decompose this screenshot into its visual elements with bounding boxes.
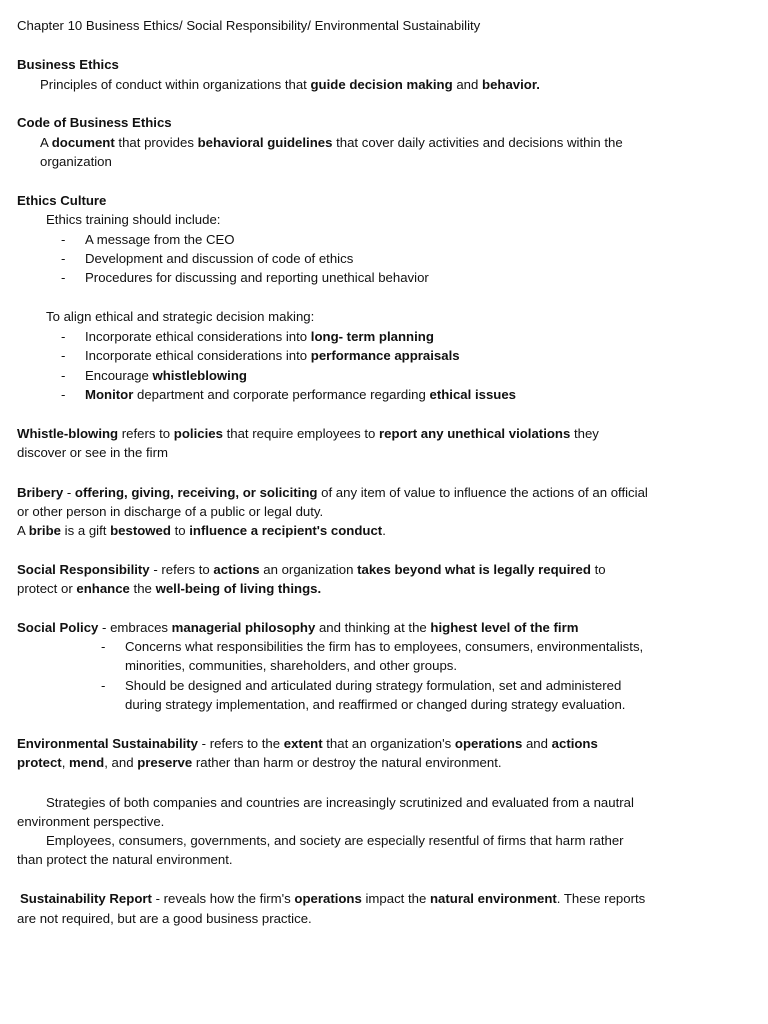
social-policy-definition: Social Policy - embraces managerial philosophy and thinking at the highest level of the firm [17,620,579,635]
list-dash: - [101,678,106,693]
list-item: Encourage whistleblowing [85,368,247,383]
heading-ethics-culture: Ethics Culture [17,193,107,208]
list-dash: - [61,387,66,402]
list-item: Monitor department and corporate performance regarding ethical issues [85,387,517,402]
list-dash: - [61,348,66,363]
resentment-paragraph: Employees, consumers, governments, and society are especially resentful of firms that harm rather [46,833,624,848]
sustainability-report-definition: Sustainability Report - reveals how the firm's operations impact the natural environment. These reports [20,891,646,906]
list-item: Development and discussion of code of ethics [85,251,354,266]
list-item: Concerns what responsibilities the firm has to employees, consumers, environmentalists, [125,639,644,654]
strategies-paragraph-cont: environment perspective. [17,814,165,829]
env-sustainability-definition-cont: protect, mend, and preserve rather than harm or destroy the natural environment. [17,755,502,770]
social-responsibility-definition-cont: protect or enhance the well-being of living things. [17,581,322,596]
business-ethics-definition: Principles of conduct within organizations that guide decision making and behavior. [40,77,540,92]
list-dash: - [101,639,106,654]
social-responsibility-definition: Social Responsibility - refers to actions an organization takes beyond what is legally required to [17,562,606,577]
list-item: Incorporate ethical considerations into performance appraisals [85,348,460,363]
training-intro: Ethics training should include: [46,212,221,227]
list-item: A message from the CEO [85,232,235,247]
whistleblowing-definition-cont: discover or see in the firm [17,445,168,460]
code-of-ethics-definition-cont: organization [40,154,112,169]
list-dash: - [61,329,66,344]
whistleblowing-definition: Whistle-blowing refers to policies that require employees to report any unethical violations they [17,426,599,441]
strategies-paragraph: Strategies of both companies and countries are increasingly scrutinized and evaluated from a nautral [46,795,634,810]
list-item-cont: minorities, communities, shareholders, and other groups. [125,658,458,673]
list-item: Procedures for discussing and reporting unethical behavior [85,270,429,285]
align-intro: To align ethical and strategic decision making: [46,309,315,324]
list-item-cont: during strategy implementation, and reaffirmed or changed during strategy evaluation. [125,697,626,712]
sustainability-report-definition-cont: are not required, but are a good business practice. [17,911,312,926]
heading-code-of-ethics: Code of Business Ethics [17,115,172,130]
list-dash: - [61,251,66,266]
env-sustainability-definition: Environmental Sustainability - refers to the extent that an organization's operations and actions [17,736,598,751]
list-item: Incorporate ethical considerations into long- term planning [85,329,434,344]
bribery-definition: Bribery - offering, giving, receiving, or soliciting of any item of value to influence the actions of an official [17,485,648,500]
list-item: Should be designed and articulated during strategy formulation, set and administered [125,678,622,693]
list-dash: - [61,368,66,383]
heading-business-ethics: Business Ethics [17,57,119,72]
bribery-definition-cont: or other person in discharge of a public or legal duty. [17,504,324,519]
list-dash: - [61,232,66,247]
chapter-title: Chapter 10 Business Ethics/ Social Responsibility/ Environmental Sustainability [17,18,481,33]
list-dash: - [61,270,66,285]
bribe-definition: A bribe is a gift bestowed to influence a recipient's conduct. [17,523,386,538]
resentment-paragraph-cont: than protect the natural environment. [17,852,233,867]
code-of-ethics-definition: A document that provides behavioral guidelines that cover daily activities and decisions within the [40,135,623,150]
